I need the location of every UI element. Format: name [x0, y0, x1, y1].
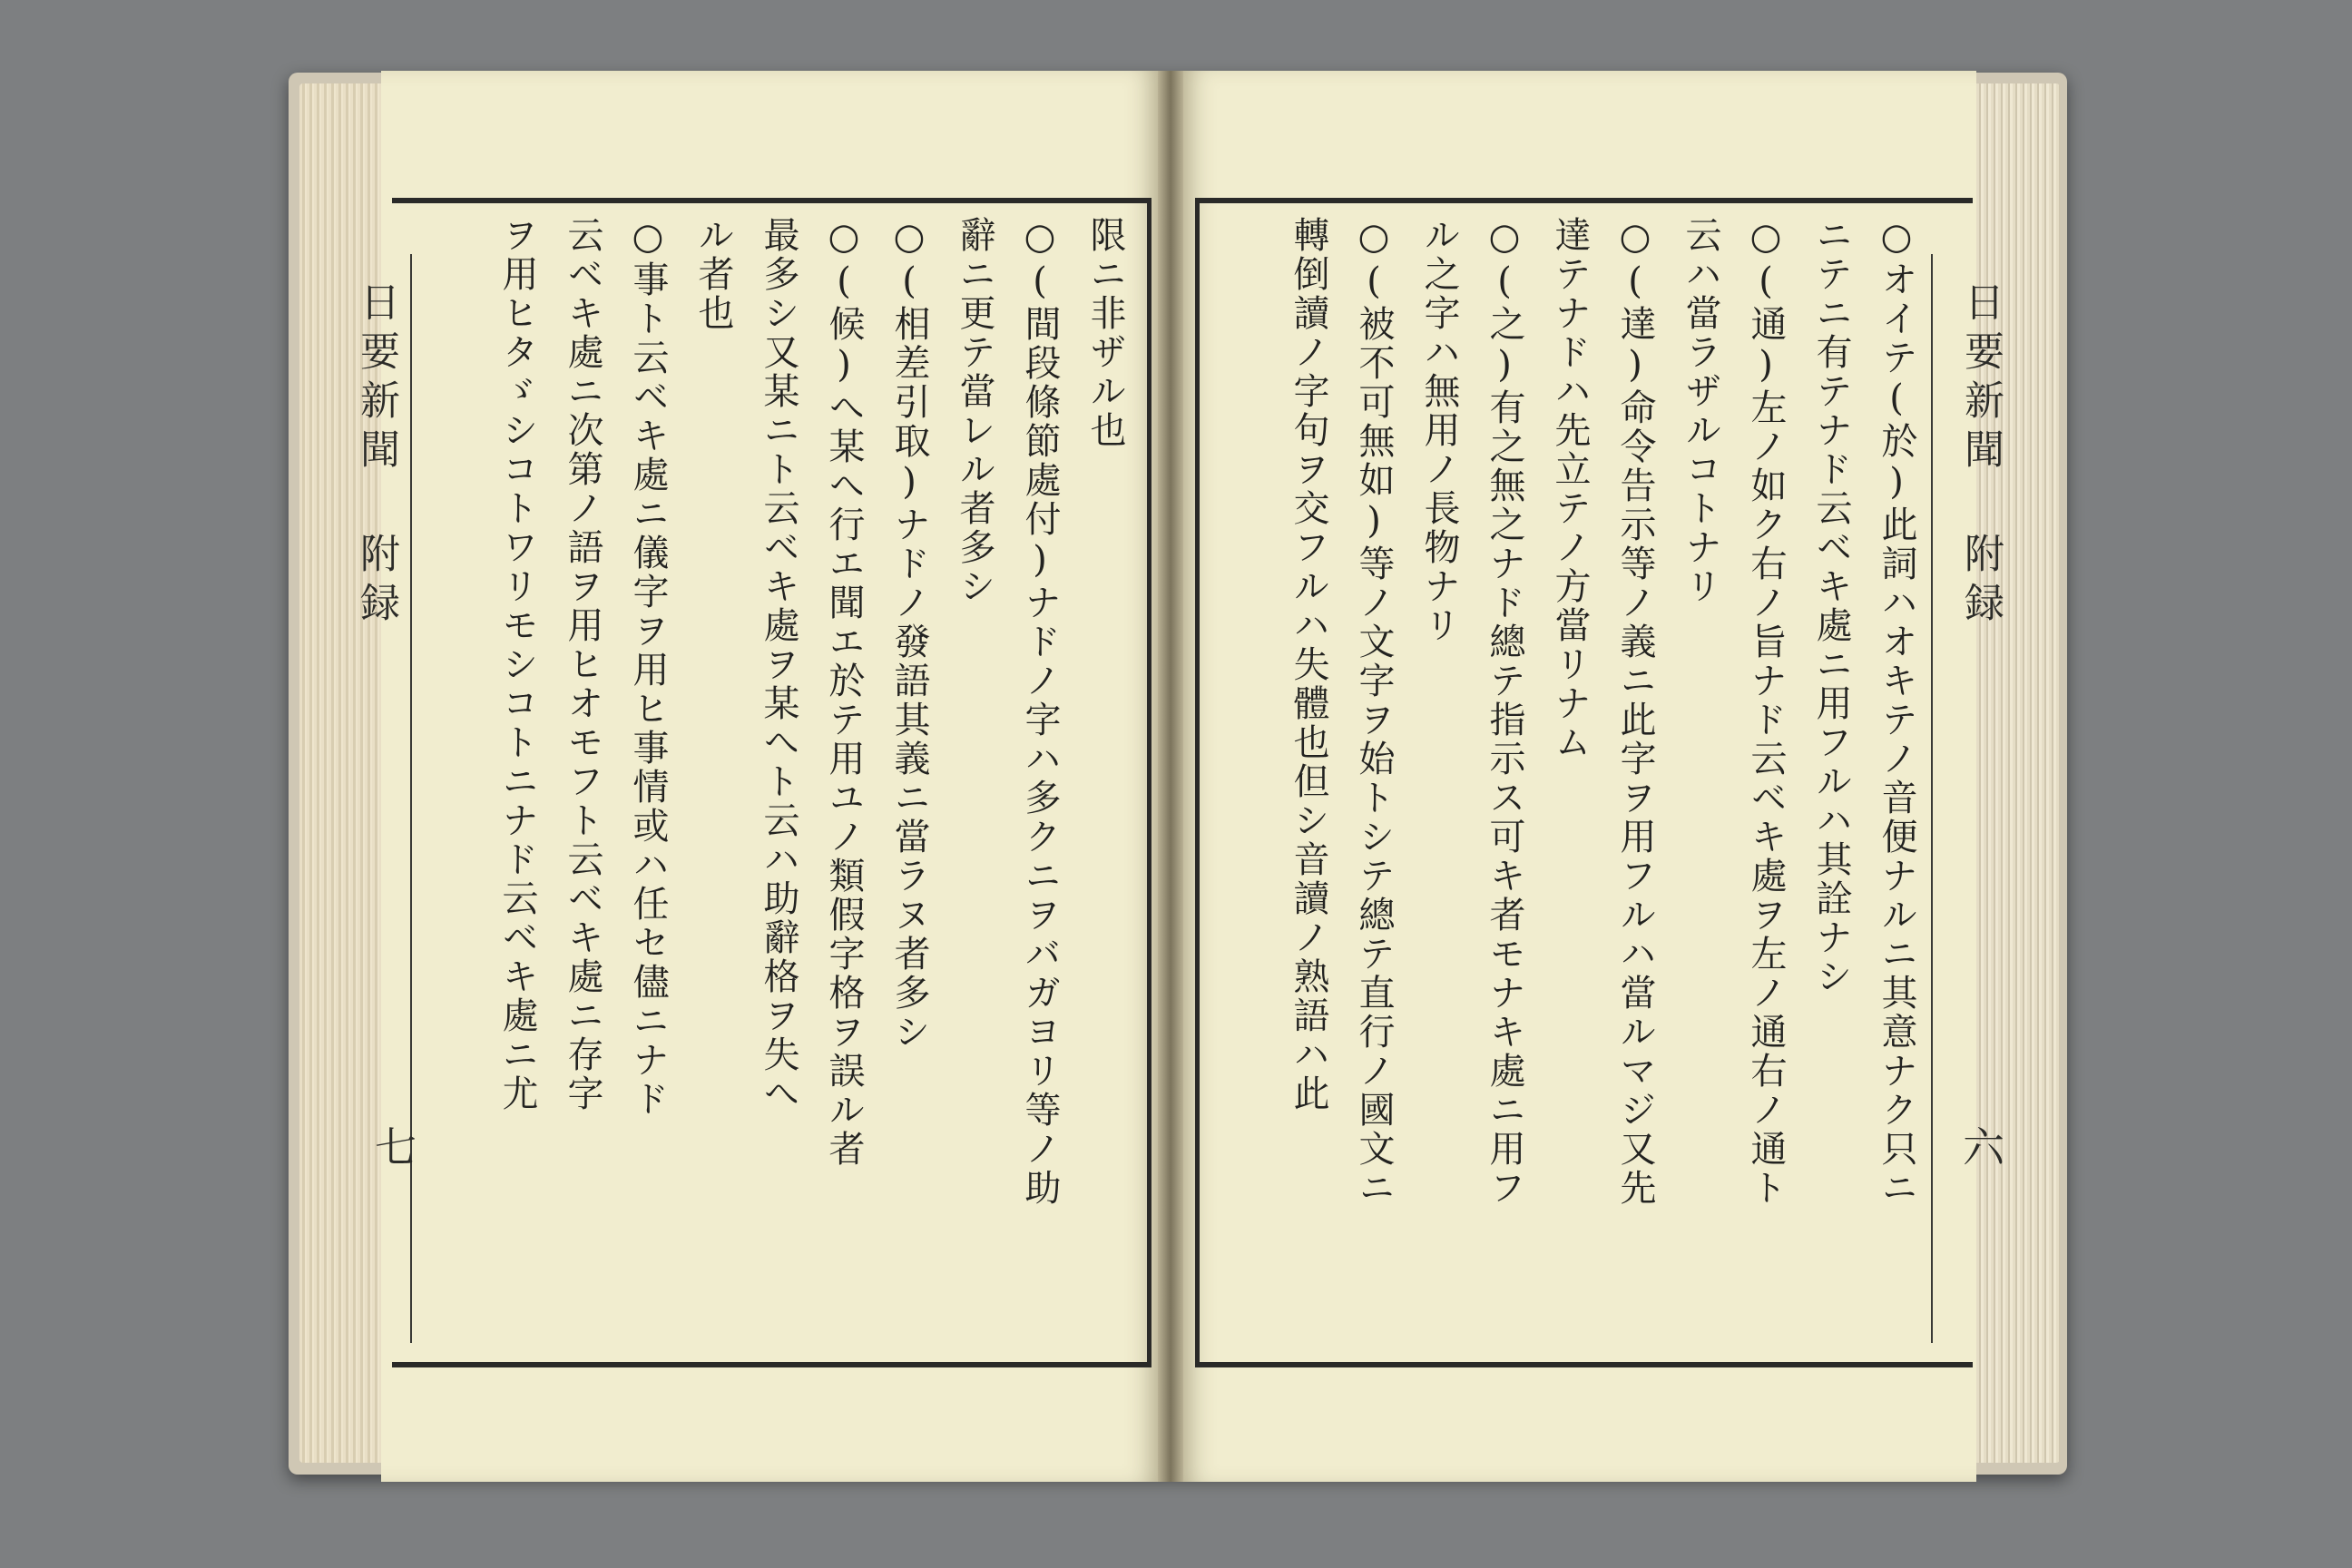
right-col-7: ○(之)有之無之ナド總テ指示ス可キ者モナキ處ニ用フ	[1484, 216, 1525, 1208]
right-col-3: ○(通)左ノ如ク右ノ旨ナド云ベキ處ヲ左ノ通右ノ通ト	[1745, 216, 1787, 1208]
right-col-4: 云ハ當ラザルコトナリ	[1680, 216, 1721, 606]
right-margin-rule	[1931, 254, 1933, 1343]
left-col-5: ○(候)へ某へ行エ聞エ於テ用ユノ類假字格ヲ誤ル者	[823, 216, 865, 1169]
left-margin-title: 日要新聞 附録	[353, 281, 399, 631]
left-margin-rule	[410, 254, 412, 1343]
left-col-4: ○(相差引取)ナドノ發語其義ニ當ラヌ者多シ	[888, 216, 930, 1052]
left-col-7: ル者也	[692, 216, 734, 333]
right-col-1: ○オイテ(於)此詞ハオキテノ音便ナルニ其意ナク只ニ	[1876, 216, 1917, 1208]
left-col-10: ヲ用ヒタゞシコトワリモシコトニナド云ベキ處ニ尤	[496, 216, 538, 1113]
book-gutter	[1158, 71, 1183, 1482]
left-col-6: 最多シ又某ニト云ベキ處ヲ某へト云ハ助辭格ヲ失へ	[758, 216, 799, 1113]
right-folio: 六	[1956, 1125, 2005, 1167]
left-col-8: ○事ト云ベキ處ニ儀字ヲ用ヒ事情或ハ任セ儘ニナド	[627, 216, 669, 1119]
right-col-9: ○(被不可無如)等ノ文字ヲ始トシテ總テ直行ノ國文ニ	[1353, 216, 1395, 1208]
right-col-6: 達テナドハ先立テノ方當リナム	[1549, 216, 1591, 762]
left-folio: 七	[368, 1125, 417, 1167]
left-col-1: 限ニ非ザル也	[1084, 216, 1126, 450]
left-col-3: 辭ニ更テ當レル者多シ	[954, 216, 995, 606]
right-margin-title: 日要新聞 附録	[1957, 281, 2004, 631]
right-col-5: ○(達)命令告示等ノ義ニ此字ヲ用フルハ當ルマジ又先	[1614, 216, 1656, 1208]
right-col-8: ル之字ハ無用ノ長物ナリ	[1418, 216, 1460, 645]
right-col-2: ニテニ有テナド云ベキ處ニ用フルハ其詮ナシ	[1810, 216, 1852, 996]
left-col-9: 云ベキ處ニ次第ノ語ヲ用ヒオモフト云ベキ處ニ存字	[562, 216, 603, 1113]
right-col-10: 轉倒讀ノ字句ヲ交フルハ失體也但シ音讀ノ熟語ハ此	[1288, 216, 1329, 1113]
left-col-2: ○(間段條節處付)ナドノ字ハ多クニヲバガヨリ等ノ助	[1019, 216, 1061, 1208]
